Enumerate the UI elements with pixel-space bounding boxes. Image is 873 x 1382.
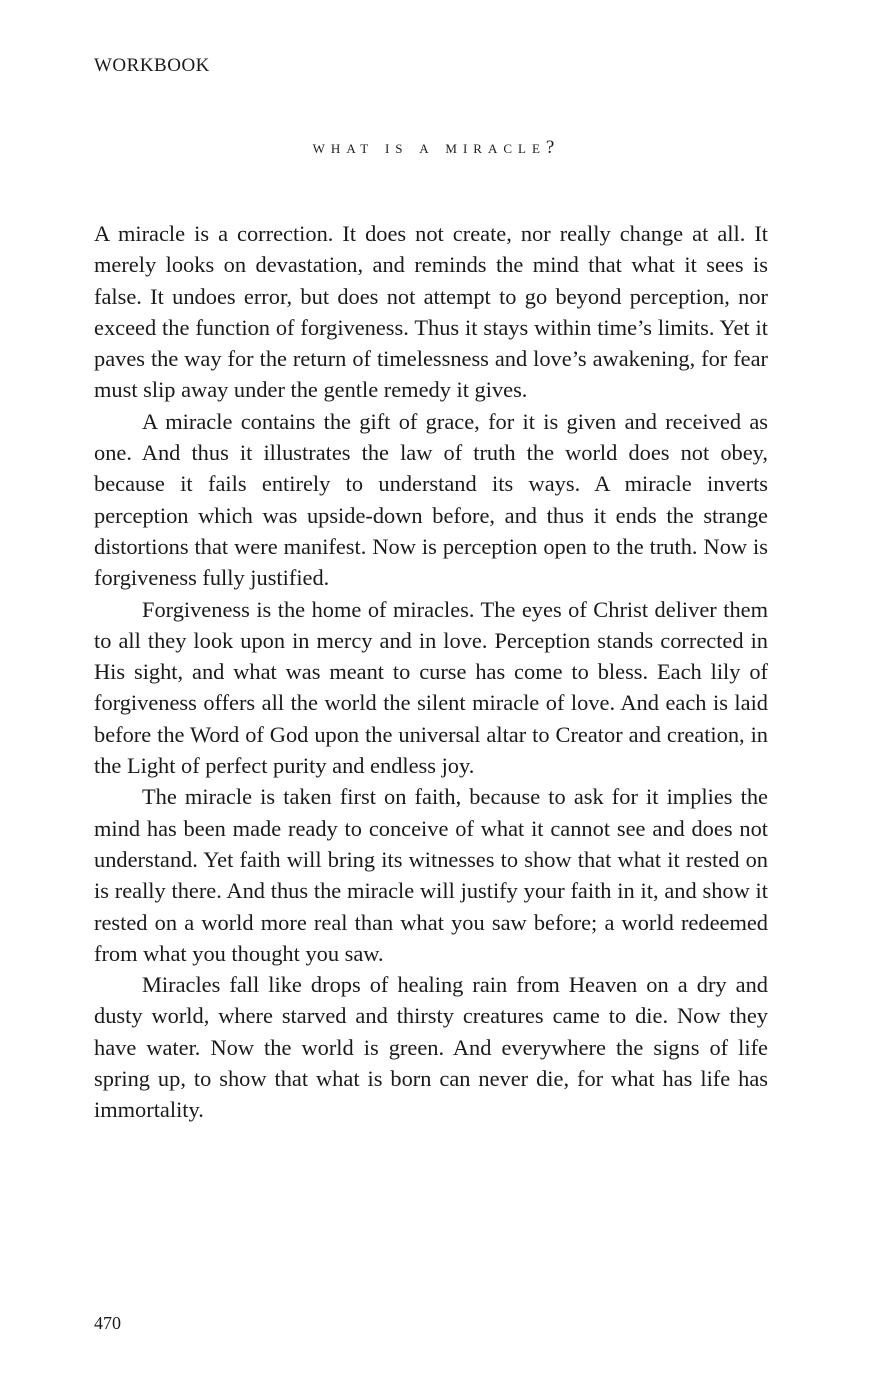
paragraph-1: A miracle is a correction. It does not create, nor really change at all. It merely looks on devastation, and reminds the mind that what it sees is false. It undoes error, but does not attempt to go beyond perception, nor exceed the function of forgiveness. Thus it stays within time’s limits. Yet it paves the way for the return of timelessness and love’s awakening, for fear must slip away under the gentle remedy it gives. [94, 221, 768, 403]
running-head: WORKBOOK [94, 55, 210, 76]
paragraph-3: Forgiveness is the home of miracles. The eyes of Christ deliver them to all they look upon in mercy and in love. Perception stands corrected in His sight, and what was meant to curse has come to bless. Each lily of forgiveness offers all the world the silent miracle of love. And each is laid before the Word of God upon the universal altar to Creator and creation, in the Light of perfect purity and endless joy. [94, 596, 768, 779]
paragraph-2: A miracle contains the gift of grace, for it is given and received as one. And thus it illustrates the law of truth the world does not obey, because it fails entirely to understand its ways. A miracle inverts perception which was upside-down before, and thus it ends the strange distortions that were manifest. Now is perception open to the truth. Now is forgiveness fully justified. [94, 408, 768, 591]
paragraph-5: Miracles fall like drops of healing rain from Heaven on a dry and dusty world, where starved and thirsty creatures came to die. Now they have water. Now the world is green. And everywhere the signs of life spring up, to show that what is born can never die, for what has life has immortality. [94, 972, 768, 1123]
body-text [94, 218, 768, 1126]
paragraph-4: The miracle is taken first on faith, because to ask for it implies the mind has been made ready to conceive of what it cannot see and does not understand. Yet faith will bring its witnesses to show that what it rested on is really there. And thus the miracle will justify your faith in it, and show it rested on a world more real than what you saw before; a world redeemed from what you thought you saw. [94, 784, 768, 966]
section-title: what is a miracle? [312, 137, 561, 158]
page-number: 470 [94, 1313, 121, 1333]
